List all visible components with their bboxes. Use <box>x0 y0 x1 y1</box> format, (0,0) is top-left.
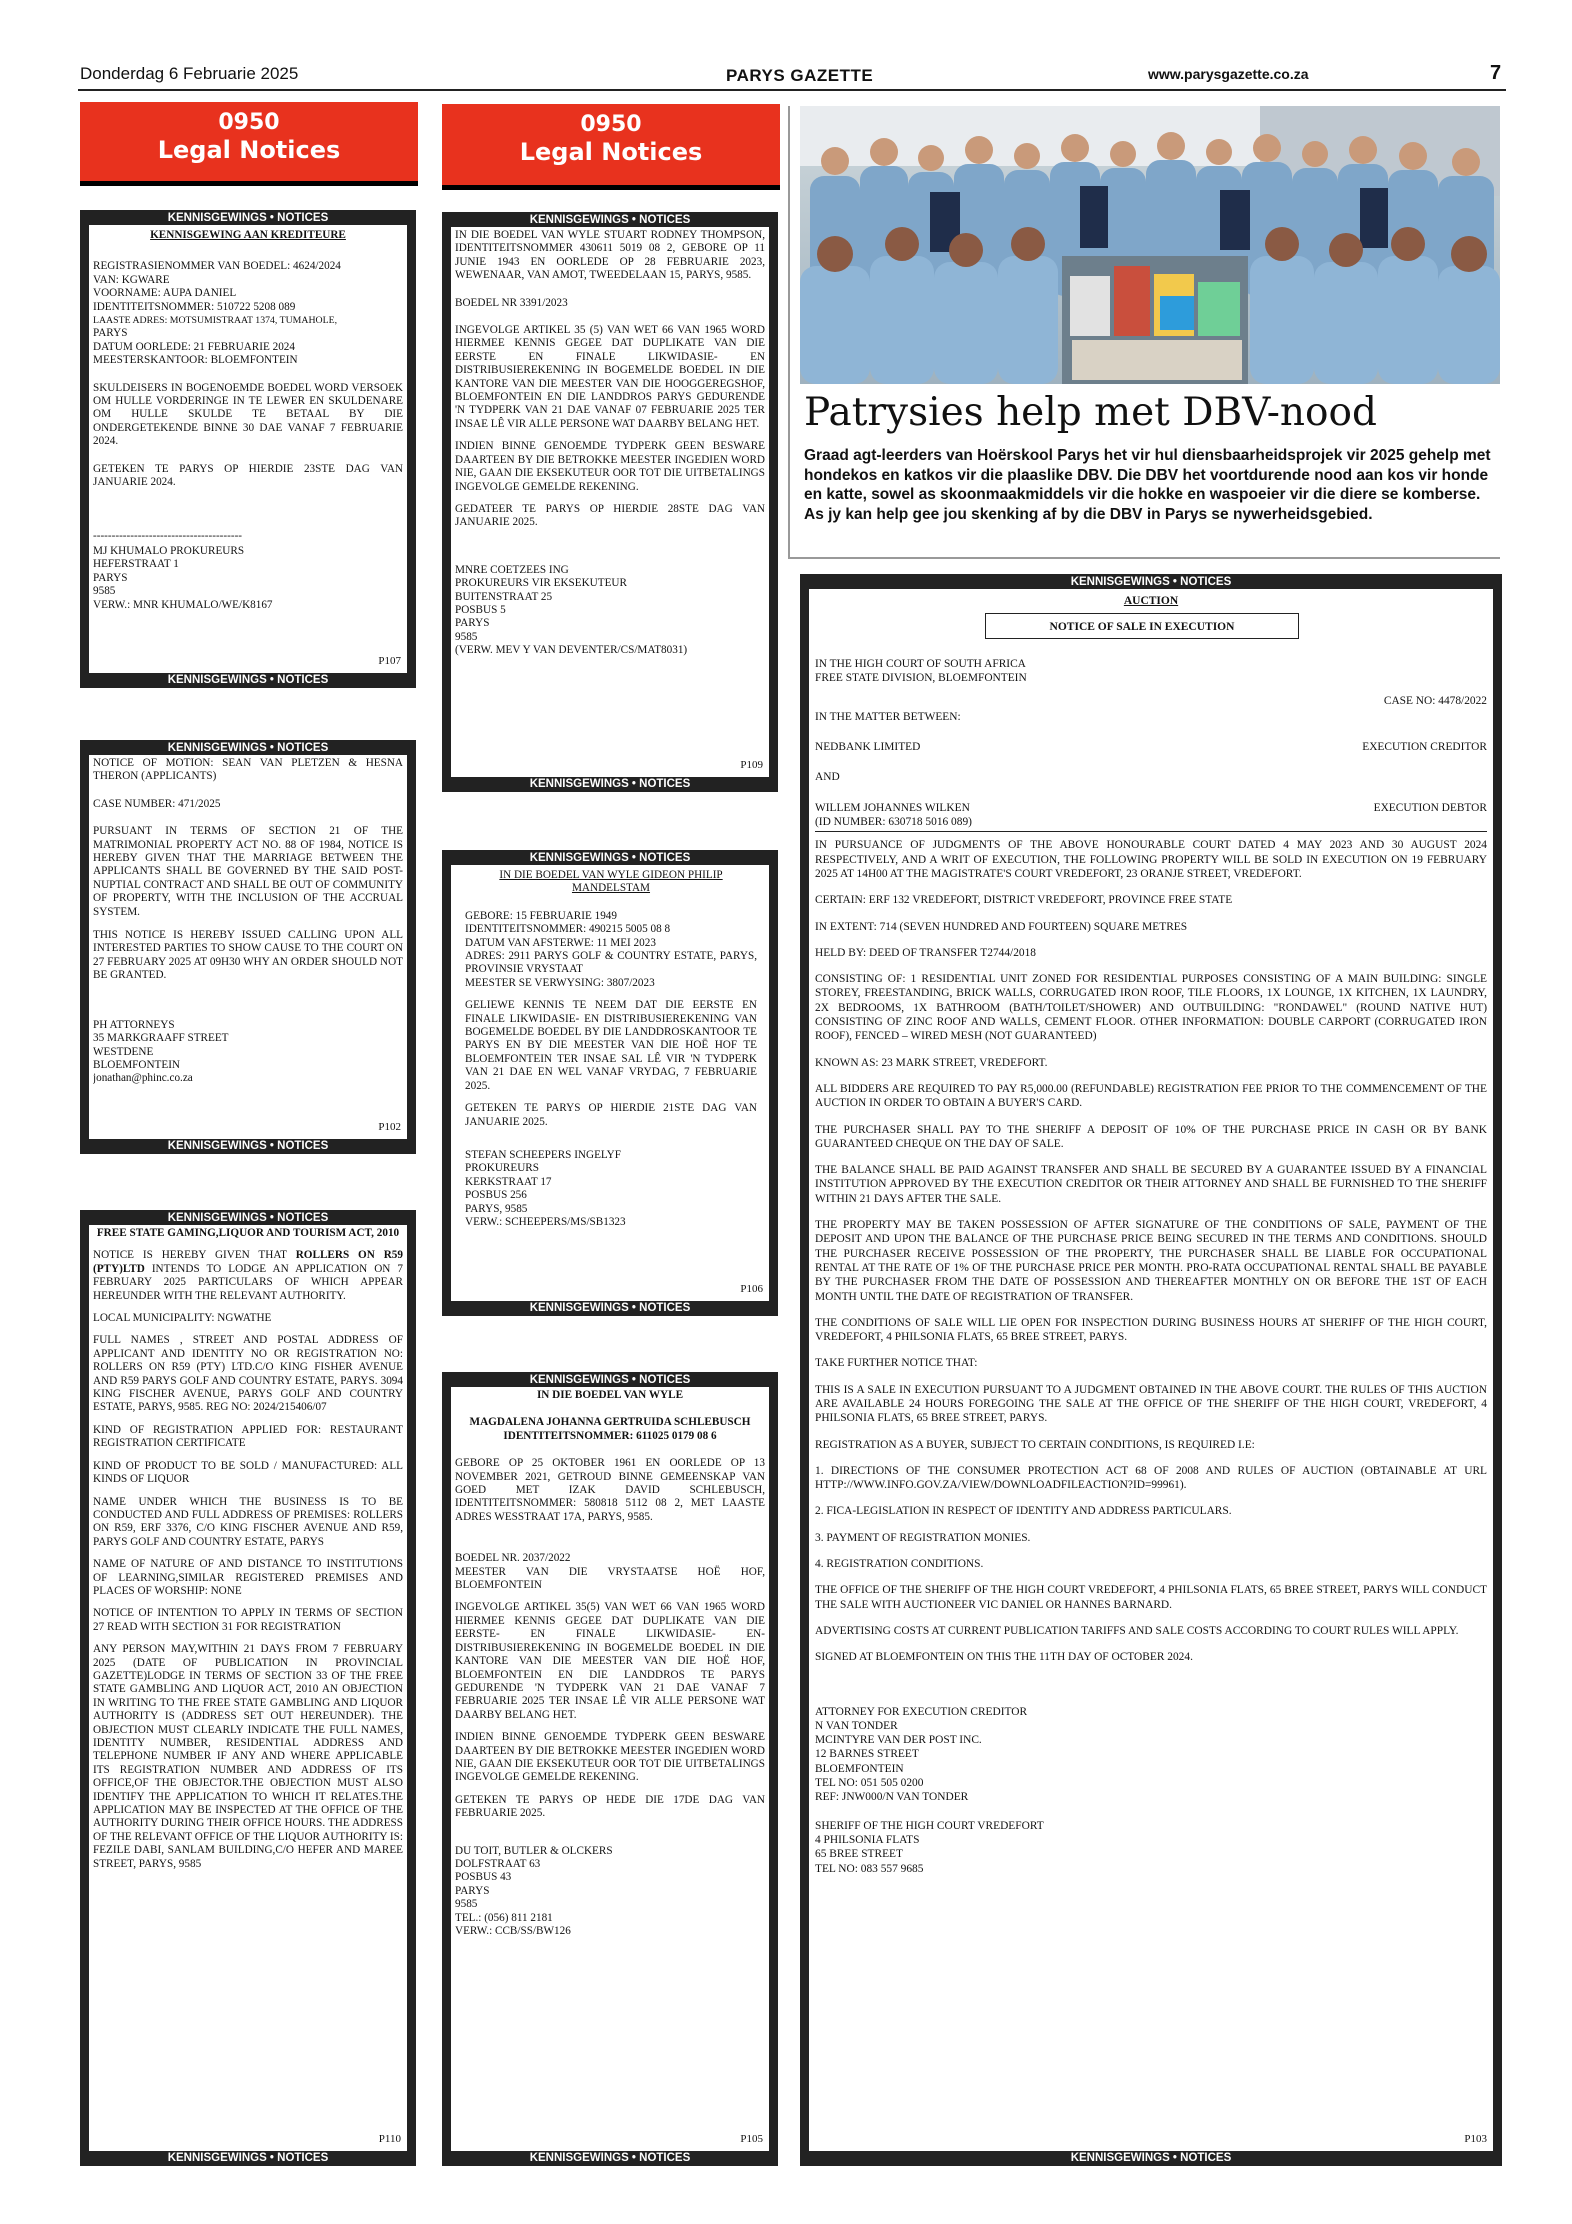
requirement-item: 2. FICA-LEGISLATION IN RESPECT OF IDENTITY AND ADDRESS PARTICULARS. <box>815 1505 1232 1518</box>
notice-ref: P105 <box>740 2133 763 2145</box>
article-headline: Patrysies help met DBV-nood <box>804 390 1377 435</box>
notice-paragraph: ANY PERSON MAY,WITHIN 21 DAYS FROM 7 FEBRUARY 2025 (DATE OF PUBLICATION IN PROVINCIAL GAZETTE)LODGE IN TERMS OF SECTION 33 OF THE FREE STATE GAMBLING AND LIQUOR ACT, 2010 AN OBJECTION IN WRITING TO THE FREE STATE GAMBLING AND LIQUOR AUTHORITY IS (ADDRESS SET OUT HEREUNDER). THE OBJECTION MUST CLEARLY INDICATE THE FULL NAMES, IDENTITY NUMBER, RESIDENTIAL ADDRESS AND TELEPHONE NUMBER IF ANY AND WHERE APPLICABLE ITS REGISTRATION NUMBER AND ADDRESS OF ITS OFFICE,OF THE OBJECTOR.THE OBJECTION MUST ALSO IDENTIFY THE APPLICATION TO WHICH IT RELATES.THE APPLICATION MAY BE INSPECTED AT THE OFFICE OF THE AUTHORITY DURING THEIR OFFICE HOURS. THE ADDRESS OF THE RELEVANT OFFICE OF THE LIQUOR AUTHORITY IS: FEZILE DABI, SANLAM BUILDING,C/O HEFER AND MAREE STREET, PARYS, 9585 <box>93 1643 403 1870</box>
court-division: FREE STATE DIVISION, BLOEMFONTEIN <box>815 672 1027 685</box>
notice-paragraph: GEBORE OP 25 OKTOBER 1961 EN OORLEDE OP 13 NOVEMBER 2021, GETROUD BINNE GEMEENSKAP VAN GOED MET IZAK DAVID SCHLEBUSCH, IDENTITEITSNOMMER: 580818 5112 08 2, MET LAASTE ADRES WESSTRAAT 17A, PARYS, 9585. <box>455 1457 765 1523</box>
signoff-line: POSBUS 5 <box>455 603 506 616</box>
notice-paragraph: KIND OF PRODUCT TO BE SOLD / MANUFACTURED: ALL KINDS OF LIQUOR <box>93 1459 403 1486</box>
notice-line: DATUM VAN AFSTERWE: 11 MEI 2023 <box>465 936 656 949</box>
notice-paragraph: GETEKEN TE PARYS OP HEDE DIE 17DE DAG VAN FEBRUARIE 2025. <box>455 1793 765 1820</box>
signoff-line: VERW.: MNR KHUMALO/WE/K8167 <box>93 598 273 611</box>
sale-paragraph: THE PURCHASER SHALL PAY TO THE SHERIFF A DEPOSIT OF 10% OF THE PURCHASE PRICE IN CASH OR BY BANK GUARANTEED CHEQUE ON THE DAY OF SALE. <box>815 1123 1487 1150</box>
notice-paragraph: LOCAL MUNICIPALITY: NGWATHE <box>93 1312 272 1325</box>
notice-footer: KENNISGEWINGS • NOTICES <box>451 1301 769 1315</box>
notice-paragraph: NAME UNDER WHICH THE BUSINESS IS TO BE CONDUCTED AND FULL ADDRESS OF PREMISES: ROLLERS ON R59, ERF 3376, C/O KING FISCHER AVENUE AND R59, PARYS GOLF AND COUNTRY ESTATE, PARYS <box>93 1495 403 1548</box>
notice-ref: P106 <box>740 1283 763 1295</box>
notice-title: IN DIE BOEDEL VAN WYLE GIDEON PHILIP MANDELSTAM <box>499 869 723 895</box>
banner-code: 0950 <box>580 112 642 137</box>
notice-header: KENNISGEWINGS • NOTICES <box>89 741 407 755</box>
signoff-line: (VERW. MEV Y VAN DEVENTER/CS/MAT8031) <box>455 644 688 657</box>
notice-p103 <box>800 574 1502 2166</box>
notice-title: IN DIE BOEDEL VAN WYLE <box>536 1389 684 1401</box>
sheriff-line: 4 PHILSONIA FLATS <box>815 1833 920 1846</box>
notice-line: LAASTE ADRES: MOTSUMISTRAAT 1374, TUMAHOLE, <box>93 315 338 327</box>
attorney-line: BLOEMFONTEIN <box>815 1762 904 1775</box>
signoff-line: PROKUREURS VIR EKSEKUTEUR <box>455 577 627 590</box>
sale-paragraph: KNOWN AS: 23 MARK STREET, VREDEFORT. <box>815 1056 1048 1069</box>
signoff-line: HEFERSTRAAT 1 <box>93 558 179 571</box>
sale-paragraph: THE BALANCE SHALL BE PAID AGAINST TRANSFER AND SHALL BE SECURED BY A GUARANTEE ISSUED BY A FINANCIAL INSTITUTION APPROVED BY THE EXECUTION CREDITOR OR THEIR ATTORNEY AND SHALL BE FURNISHED TO THE SHERIFF WITHIN 21 DAYS AFTER THE SALE. <box>815 1164 1487 1205</box>
signoff-line: 9585 <box>93 585 116 598</box>
signoff-line: VERW.: SCHEEPERS/MS/SB1323 <box>465 1215 626 1228</box>
notice-paragraph: THIS NOTICE IS HEREBY ISSUED CALLING UPON ALL INTERESTED PARTIES TO SHOW CAUSE TO THE COURT ON 27 FEBRUARY 2025 AT 09H30 WHY AN ORDER SHOULD NOT BE GRANTED. <box>93 929 403 982</box>
sale-paragraph: THE OFFICE OF THE SHERIFF OF THE HIGH COURT VREDEFORT, 4 PHILSONIA FLATS, 65 BREE STREET, PARYS WILL CONDUCT THE SALE WITH AUCTIONEER VIC DANIEL OR HANNES BARNARD. <box>815 1584 1487 1611</box>
deceased-id: IDENTITEITSNOMMER: 611025 0179 08 6 <box>503 1429 717 1442</box>
sale-paragraph: ADVERTISING COSTS AT CURRENT PUBLICATION TARIFFS AND SALE COSTS ACCORDING TO COURT RULES WILL APPLY. <box>815 1624 1459 1637</box>
signoff-line: PARYS, 9585 <box>465 1202 528 1215</box>
sale-title-box: NOTICE OF SALE IN EXECUTION <box>985 613 1299 639</box>
notice-header: KENNISGEWINGS • NOTICES <box>451 213 769 227</box>
page-number: 7 <box>1490 62 1502 84</box>
sheriff-line: 65 BREE STREET <box>815 1848 903 1861</box>
requirement-item: 4. REGISTRATION CONDITIONS. <box>815 1558 984 1571</box>
sale-paragraph: ALL BIDDERS ARE REQUIRED TO PAY R5,000.00 (REFUNDABLE) REGISTRATION FEE PRIOR TO THE COMMENCEMENT OF THE AUCTION IN ORDER TO OBTAIN A BUYER'S CARD. <box>815 1082 1487 1110</box>
notice-header: KENNISGEWINGS • NOTICES <box>451 851 769 865</box>
notice-ref: P102 <box>378 1121 401 1133</box>
auction-label: AUCTION <box>1123 595 1179 607</box>
and-line: AND <box>815 771 840 784</box>
signoff-line: MNRE COETZEES ING <box>455 563 569 576</box>
signoff-line: PARYS <box>455 1884 490 1897</box>
debtor-id: (ID NUMBER: 630718 5016 089) <box>815 815 1487 832</box>
notice-text: NOTICE IS HEREBY GIVEN THAT <box>93 1249 296 1262</box>
notice-footer: KENNISGEWINGS • NOTICES <box>451 2151 769 2165</box>
attorney-line: ATTORNEY FOR EXECUTION CREDITOR <box>815 1705 1028 1718</box>
signature-rule: ---------------------------------------- <box>93 529 243 542</box>
sale-paragraph: THE PROPERTY MAY BE TAKEN POSSESSION OF AFTER SIGNATURE OF THE CONDITIONS OF SALE, PAYMENT OF THE DEPOSIT AND UPON THE BALANCE OF THE PURCHASE PRICE BEING SECURED IN THE TERMS AND CONDITIONS. SHOULD THE PURCHASER RECEIVE POSSESSION OF THE PROPERTY, THE PURCHASER SHALL BE LIABLE FOR OCCUPATIONAL RENTAL AT THE RATE OF 1% OF THE PURCHASE PRICE PER MONTH. PRO-RATA OCCUPATIONAL RENTAL SHALL BE PAYABLE BY THE PURCHASER FROM THE DATE OF POSSESSION AND THEREAFTER MONTHLY ON OR BEFORE THE 1ST OF EACH MONTH UNTIL THE DATE OF REGISTRATION OF TRANSFER. <box>815 1219 1487 1303</box>
newspaper-title: PARYS GAZETTE <box>726 66 874 85</box>
notice-line: IDENTITEITSNOMMER: 510722 5208 089 <box>93 300 296 313</box>
notice-ref: P109 <box>740 759 763 771</box>
notice-p102 <box>80 740 416 1154</box>
requirement-item: 1. DIRECTIONS OF THE CONSUMER PROTECTION ACT 68 OF 2008 AND RULES OF AUCTION (OBTAINABLE AT URL HTTP://WWW.INFO.GOV.ZA/VIEW/DOWNLOADFILEACTION?ID=99961). <box>815 1464 1487 1492</box>
notice-header: KENNISGEWINGS • NOTICES <box>89 211 407 225</box>
notice-p109 <box>442 212 778 792</box>
notice-paragraph: BOEDEL NR 3391/2023 <box>455 296 568 309</box>
notice-header: KENNISGEWINGS • NOTICES <box>809 575 1493 589</box>
notice-paragraph: INGEVOLGE ARTIKEL 35 (5) VAN WET 66 VAN 1965 WORD HIERMEE KENNIS GEGEE DAT DUPLIKATE VAN DIE EERSTE EN FINALE LIKWIDASIE- EN DISTRIBUSIEREKENING IN BOGEMELDE BOEDEL IN DIE KANTORE VAN DIE MEESTER VAN DIE HOOGGEREGSHOF, BLOEMFONTEIN EN DIE LANDDROS PARYS GEDURENDE 'N TYDPERK VAN 21 DAE VANAF 07 FEBRUARIE 2025 TER INSAE LÊ VIR ALLE PERSONE WAT DAARBY BELANG HET. <box>455 324 765 430</box>
notice-paragraph: INDIEN BINNE GENOEMDE TYDPERK GEEN BESWARE DAARTEEN BY DIE BETROKKE MEESTER INGEDIEN WORD NIE, GAAN DIE EKSEKUTEUR OOR TOT DIE UITBETALINGS INGEVOLGE GEMELDE REKENING. <box>455 1731 765 1784</box>
notice-p110 <box>80 1210 416 2166</box>
notice-line: PARYS <box>93 327 128 340</box>
notice-text: INTENDS TO LODGE AN APPLICATION ON 7 FEBRUARY 2025 PARTICULARS OF WHICH APPEAR HEREUNDER WITH THE RELEVANT AUTHORITY. <box>93 1262 403 1302</box>
signoff-line: POSBUS 256 <box>465 1189 527 1202</box>
notice-p105 <box>442 1372 778 2166</box>
issue-date: Donderdag 6 Februarie 2025 <box>80 64 299 83</box>
notice-paragraph: GEDATEER TE PARYS OP HIERDIE 28STE DAG VAN JANUARIE 2025. <box>455 502 765 529</box>
signoff-line: STEFAN SCHEEPERS INGELYF <box>465 1148 621 1161</box>
website-url: www.parysgazette.co.za <box>1148 66 1309 82</box>
sale-paragraph: IN PURSUANCE OF JUDGMENTS OF THE ABOVE HONOURABLE COURT DATED 4 MAY 2023 AND 30 AUGUST 2024 RESPECTIVELY, AND A WRIT OF EXECUTION, THE FOLLOWING PROPERTY WILL BE SOLD IN EXECUTION ON 19 FEBRUARY 2025 AT 14H00 AT THE MAGISTRATE'S COURT VREDEFORT, 23 ORANJE STREET, VREDEFORT. <box>815 839 1487 880</box>
sale-paragraph: HELD BY: DEED OF TRANSFER T2744/2018 <box>815 946 1036 959</box>
group-photo <box>800 106 1500 384</box>
notice-paragraph: NOTICE OF INTENTION TO APPLY IN TERMS OF SECTION 27 READ WITH SECTION 31 FOR REGISTRATION <box>93 1607 403 1633</box>
notice-line: ADRES: 2911 PARYS GOLF & COUNTRY ESTATE, PARYS, PROVINSIE VRYSTAAT <box>465 950 757 976</box>
notice-paragraph: KIND OF REGISTRATION APPLIED FOR: RESTAURANT REGISTRATION CERTIFICATE <box>93 1423 403 1450</box>
notice-paragraph: NAME OF NATURE OF AND DISTANCE TO INSTITUTIONS OF LEARNING,SIMILAR REGISTERED PREMISES AND PLACES OF WORSHIP: NONE <box>93 1558 403 1597</box>
article-standfirst: Graad agt-leerders van Hoërskool Parys het vir hul diensbaarheidsprojek vir 2025 gehelp met hondekos en katkos vir die plaaslike DBV. Die DBV het voortdurende nood aan kos vir honde en katte, sowel as skoonmaakmiddels vir die hokke en waspoeier vir die diere se komberse. As jy kan help gee jou skenking af by die DBV in Parys se nywerheidsgebied. <box>804 447 1491 523</box>
legal-notices-banner <box>80 102 418 186</box>
notice-header: KENNISGEWINGS • NOTICES <box>451 1373 769 1387</box>
notice-paragraph: IN DIE BOEDEL VAN WYLE STUART RODNEY THOMPSON, IDENTITEITSNOMMER 430611 5019 08 2, GEBORE OP 11 JUNIE 1943 EN OORLEDE OP 28 FEBRUARIE 2023, WEWENAAR, VAN AMOT, TWEEDELAAN 15, PARYS, 9585. <box>455 229 765 282</box>
sale-paragraph: CONSISTING OF: 1 RESIDENTIAL UNIT ZONED FOR RESIDENTIAL PURPOSES CONSISTING OF A MAIN BUILDING: SINGLE STOREY, FREESTANDING, BRICK WALLS, CORRUGATED IRON ROOF, TILE FLOORS, 1X LOUNGE, 1X KITCHEN, 1X LAUNDRY, 2X BEDROOMS, 1X BATHROOM (BATH/TOILET/SHOWER) AND OUTBUILDING: "RONDAWEL" (ROUND NATIVE HUT) CONSISTING OF ZINC ROOF AND WALLS, CEMENT FLOOR. OTHER INFORMATION: DOUBLE CARPORT (CORRUGATED IRON ROOF), FENCED – WIRED MESH (NOT GUARANTEED) <box>815 973 1487 1043</box>
sale-paragraph: THIS IS A SALE IN EXECUTION PURSUANT TO A JUDGMENT OBTAINED IN THE ABOVE COURT. THE RULES OF THIS AUCTION ARE AVAILABLE 24 HOURS FOREGOING THE SALE AT THE OFFICE OF THE SHERIFF OF THE HIGH COURT, VREDEFORT, 4 PHILSONIA FLATS, 65 BREE STREET, PARYS. <box>815 1383 1487 1425</box>
signoff-line: POSBUS 43 <box>455 1871 512 1884</box>
notice-line: REGISTRASIENOMMER VAN BOEDEL: 4624/2024 <box>93 260 341 273</box>
notice-title: KENNISGEWING AAN KREDITEURE <box>150 229 346 241</box>
sale-paragraph: CERTAIN: ERF 132 VREDEFORT, DISTRICT VREDEFORT, PROVINCE FREE STATE <box>815 894 1233 907</box>
case-number: CASE NO: 4478/2022 <box>1383 694 1487 707</box>
notice-paragraph: SKULDEISERS IN BOGENOEMDE BOEDEL WORD VERSOEK OM HULLE VORDERINGE IN TE LEWER EN SKULDENARE OM HULLE SKULDE TE BETAAL BY DIE ONDERGETEKENDE BINNE 30 DAE VANAF 7 FEBRUARIE 2024. <box>93 381 403 448</box>
banner-label: Legal Notices <box>157 136 341 164</box>
creditor-name: NEDBANK LIMITED <box>815 741 921 754</box>
notice-paragraph: GELIEWE KENNIS TE NEEM DAT DIE EERSTE EN FINALE LIKWIDASIE- EN DISTRIBUSIEREKENING VAN BOGEMELDE BOEDEL BY DIE LANDDROSKANTOOR TE PARYS EN BY DIE MEESTER VAN DIE HOË HOF TE BLOEMFONTEIN TER INSAE SAL LÊ VIR 'N TYDPERK VAN 21 DAE EN WEL VANAF VRYDAG, 7 FEBRUARIE 2025. <box>465 999 757 1092</box>
attorney-line: MCINTYRE VAN DER POST INC. <box>815 1734 982 1747</box>
attorney-line: N VAN TONDER <box>815 1719 898 1732</box>
signoff-line: DU TOIT, BUTLER & OLCKERS <box>455 1844 613 1857</box>
notice-ref: P110 <box>378 2133 401 2145</box>
attorney-line: TEL NO: 051 505 0200 <box>815 1777 924 1790</box>
deceased-name: MAGDALENA JOHANNA GERTRUIDA SCHLEBUSCH <box>469 1416 751 1429</box>
article-border <box>788 106 790 558</box>
sale-paragraph: REGISTRATION AS A BUYER, SUBJECT TO CERTAIN CONDITIONS, IS REQUIRED I.E: <box>815 1438 1255 1451</box>
notice-footer: KENNISGEWINGS • NOTICES <box>89 2151 407 2165</box>
notice-p107 <box>80 210 416 688</box>
attorney-line: REF: JNW000/N VAN TONDER <box>815 1791 969 1804</box>
notice-p106 <box>442 850 778 1316</box>
sale-paragraph: IN EXTENT: 714 (SEVEN HUNDRED AND FOURTEEN) SQUARE METRES <box>815 920 1188 933</box>
notice-footer: KENNISGEWINGS • NOTICES <box>451 777 769 791</box>
notice-line: MEESTER SE VERWYSING: 3807/2023 <box>465 976 655 989</box>
signoff-line: VERW.: CCB/SS/BW126 <box>455 1925 571 1937</box>
court-name: IN THE HIGH COURT OF SOUTH AFRICA <box>815 658 1026 670</box>
banner-label: Legal Notices <box>519 138 703 166</box>
notice-paragraph: BOEDEL NR. 2037/2022 <box>455 1552 571 1565</box>
debtor-role: EXECUTION DEBTOR <box>1373 801 1487 814</box>
notice-footer: KENNISGEWINGS • NOTICES <box>89 673 407 687</box>
notice-paragraph: GETEKEN TE PARYS OP HIERDIE 21STE DAG VAN JANUARIE 2025. <box>465 1102 757 1128</box>
requirement-item: 3. PAYMENT OF REGISTRATION MONIES. <box>815 1531 1031 1544</box>
notice-line: MEESTERSKANTOOR: BLOEMFONTEIN <box>93 354 298 367</box>
signoff-line: 9585 <box>455 1898 478 1911</box>
notice-line: IDENTITEITSNOMMER: 490215 5005 08 8 <box>465 923 671 936</box>
sheriff-line: SHERIFF OF THE HIGH COURT VREDEFORT <box>815 1819 1044 1832</box>
notice-ref: P103 <box>1464 2133 1487 2145</box>
sheriff-line: TEL NO: 083 557 9685 <box>815 1862 924 1875</box>
debtor-name: WILLEM JOHANNES WILKEN <box>815 801 970 814</box>
sale-paragraph: THE CONDITIONS OF SALE WILL LIE OPEN FOR INSPECTION DURING BUSINESS HOURS AT SHERIFF OF THE HIGH COURT, VREDEFORT, 4 PHILSONIA FLATS, 65 BREE STREET, PARYS. <box>815 1316 1487 1344</box>
signoff-line: MJ KHUMALO PROKUREURS <box>93 544 245 557</box>
article-border <box>788 557 1500 559</box>
signoff-line: PROKUREURS <box>465 1162 539 1175</box>
attorney-line: 12 BARNES STREET <box>815 1748 919 1761</box>
signoff-line: PARYS <box>455 617 490 630</box>
notice-footer: KENNISGEWINGS • NOTICES <box>89 1139 407 1153</box>
applicant-name: ROLLERS ON R59 (PTY)LTD <box>93 1249 403 1275</box>
header-rule <box>78 89 1506 91</box>
banner-code: 0950 <box>218 110 280 135</box>
legal-notices-banner <box>442 104 780 190</box>
group-photo-image <box>800 106 1500 384</box>
signoff-line: PH ATTORNEYS <box>93 1018 175 1031</box>
notice-ref: P107 <box>378 655 401 667</box>
signoff-line: BLOEMFONTEIN <box>93 1058 181 1071</box>
signoff-line: 35 MARKGRAAFF STREET <box>93 1032 229 1045</box>
notice-line: VAN: KGWARE <box>93 273 170 286</box>
notice-paragraph: CASE NUMBER: 471/2025 <box>93 797 221 810</box>
signoff-line: PARYS <box>93 571 128 584</box>
signoff-line: KERKSTRAAT 17 <box>465 1175 552 1188</box>
notice-title: FREE STATE GAMING,LIQUOR AND TOURISM ACT, 2010 <box>96 1227 400 1239</box>
matter-line: IN THE MATTER BETWEEN: <box>815 710 961 723</box>
notice-footer: KENNISGEWINGS • NOTICES <box>809 2151 1493 2165</box>
signoff-line: TEL.: (056) 811 2181 <box>455 1911 553 1924</box>
email-link[interactable]: jonathan@phinc.co.za <box>93 1072 193 1085</box>
signoff-line: WESTDENE <box>93 1045 154 1058</box>
creditor-role: EXECUTION CREDITOR <box>1362 741 1487 754</box>
notice-line: DATUM OORLEDE: 21 FEBRUARIE 2024 <box>93 340 295 353</box>
signoff-line: 9585 <box>455 630 478 643</box>
notice-line: GEBORE: 15 FEBRUARIE 1949 <box>465 909 617 922</box>
notice-paragraph: PURSUANT IN TERMS OF SECTION 21 OF THE MATRIMONIAL PROPERTY ACT NO. 88 OF 1984, NOTICE IS HEREBY GIVEN THAT THE MARRIAGE BETWEEN THE APPLICANTS SHALL BE GOVERNED BY THE SAID POST-NUPTIAL CONTRACT AND SHALL BE OUT OF COMMUNITY OF PROPERTY, WITH THE INCLUSION OF THE ACCRUAL SYSTEM. <box>93 825 403 918</box>
take-notice-heading: TAKE FURTHER NOTICE THAT: <box>815 1357 978 1370</box>
signoff-line: BUITENSTRAAT 25 <box>455 590 553 603</box>
notice-paragraph: INGEVOLGE ARTIKEL 35(5) VAN WET 66 VAN 1965 WORD HIERMEE KENNIS GEGEE DAT DUPLIKATE VAN DIE EERSTE- EN FINALE LIKWIDASIE- EN-DISTRIBUSIEREKENING IN BOGEMELDE BOEDEL IN DIE KANTORE VAN DIE MEESTER VAN DIE HOË HOF, BLOEMFONTEIN EN DIE LANDDROS TE PARYS GEDURENDE 'N TYDPERK VAN 21 DAE VANAF 7 FEBRUARIE 2025 TER INSAE LÊ VIR ALLE PERSONE WAT DAARBY BELANG HET. <box>455 1601 765 1721</box>
notice-paragraph: INDIEN BINNE GENOEMDE TYDPERK GEEN BESWARE DAARTEEN BY DIE BETROKKE MEESTER INGEDIEN WORD NIE, GAAN DIE EKSEKUTEUR OOR TOT DIE UITBETALINGS INGEVOLGE GEMELDE REKENING. <box>455 440 765 493</box>
notice-paragraph: NOTICE OF MOTION: SEAN VAN PLETZEN & HESNA THERON (APPLICANTS) <box>93 757 403 783</box>
notice-paragraph: MEESTER VAN DIE VRYSTAATSE HOË HOF, BLOEMFONTEIN <box>455 1565 765 1592</box>
notice-line: VOORNAME: AUPA DANIEL <box>93 287 237 300</box>
notice-paragraph: FULL NAMES , STREET AND POSTAL ADDRESS OF APPLICANT AND IDENTITY NO OR REGISTRATION NO: ROLLERS ON R59 (PTY) LTD.C/O KING FISHER AVENUE AND R59 PARYS GOLF AND COUNTRY ESTATE, PARYS. 3094 KING FISCHER AVENUE, PARYS GOLF AND COUNTRY ESTATE, PARYS, 9585. REG NO: 2024/215406/07 <box>93 1334 403 1414</box>
signoff-line: DOLFSTRAAT 63 <box>455 1857 541 1870</box>
notice-header: KENNISGEWINGS • NOTICES <box>89 1211 407 1225</box>
notice-signed: GETEKEN TE PARYS OP HIERDIE 23STE DAG VAN JANUARIE 2024. <box>93 462 403 489</box>
signed-line: SIGNED AT BLOEMFONTEIN ON THIS THE 11TH DAY OF OCTOBER 2024. <box>815 1651 1193 1664</box>
